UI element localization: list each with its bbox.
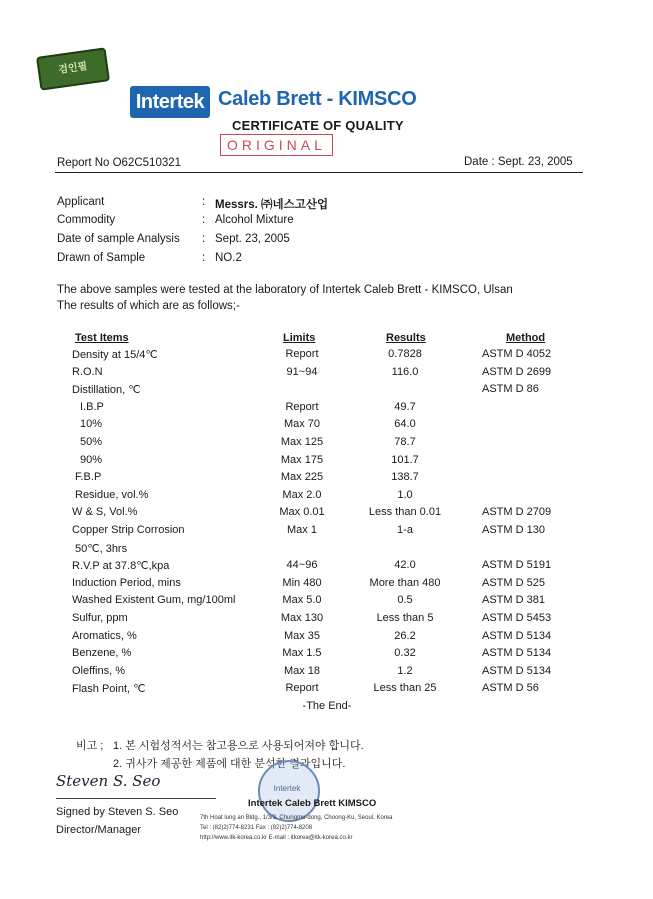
test-item: 50℃, 3hrs	[75, 543, 128, 555]
limit-value: Max 130	[280, 612, 324, 624]
method-value: ASTM D 2709	[482, 506, 552, 518]
method-value: ASTM D 5134	[482, 665, 552, 677]
limit-value: Report	[285, 348, 319, 360]
info-value: NO.2	[215, 252, 242, 264]
header-test-items: Test Items	[75, 332, 129, 344]
intertek-logo: Intertek	[130, 86, 210, 118]
info-colon: :	[202, 233, 206, 245]
limit-value: Max 18	[283, 665, 321, 677]
info-label: Date of sample Analysis	[57, 233, 180, 245]
signature-line	[56, 798, 216, 799]
test-item: R.O.N	[72, 366, 103, 378]
limit-value: Max 125	[280, 436, 324, 448]
limit-value: Report	[285, 401, 319, 413]
test-item: R.V.P at 37.8℃,kpa	[72, 560, 170, 572]
test-item: Aromatics, %	[72, 630, 137, 642]
info-value: Alcohol Mixture	[215, 214, 294, 226]
result-value: 101.7	[391, 454, 419, 466]
test-item: Copper Strip Corrosion	[72, 524, 185, 536]
report-date: Date : Sept. 23, 2005	[464, 156, 573, 168]
limit-value: Max 2.0	[282, 489, 322, 501]
method-value: ASTM D 130	[482, 524, 545, 536]
limit-value: Report	[285, 682, 319, 694]
test-item: Induction Period, mins	[72, 577, 181, 589]
limit-value: Max 70	[283, 418, 321, 430]
info-label: Commodity	[57, 214, 116, 226]
limit-value: Max 0.01	[279, 506, 325, 518]
company-name: Caleb Brett - KIMSCO	[218, 88, 417, 110]
test-item: Benzene, %	[72, 647, 132, 659]
method-value: ASTM D 56	[482, 682, 539, 694]
limit-value: Min 480	[282, 577, 322, 589]
test-item: 50%	[80, 436, 103, 448]
remarks-label: 비고 ;	[76, 740, 104, 752]
header-limits: Limits	[283, 332, 316, 344]
method-value: ASTM D 5191	[482, 559, 552, 571]
method-value: ASTM D 525	[482, 577, 545, 589]
result-value: 42.0	[394, 559, 416, 571]
limit-value: Max 35	[283, 630, 321, 642]
limit-value: Max 5.0	[282, 594, 322, 606]
method-value: ASTM D 4052	[482, 348, 552, 360]
result-value: 116.0	[391, 366, 419, 378]
footer-address: 7th Hoat lung an Bldg., 1/3/3, Chungmu-dong, Choong-Ku, Seoul, Korea	[200, 815, 393, 821]
result-value: 1.2	[397, 665, 413, 677]
header-results: Results	[386, 332, 426, 344]
result-value: 0.32	[394, 647, 416, 659]
info-colon: :	[202, 196, 206, 208]
footer-web: http://www.itk-korea.co.kr E-mail : itkorea@itk-korea.co.kr	[200, 835, 353, 841]
result-value: 1.0	[397, 489, 413, 501]
result-value: 49.7	[394, 401, 416, 413]
info-value: Sept. 23, 2005	[215, 233, 290, 245]
method-value: ASTM D 381	[482, 594, 545, 606]
test-item: W & S, Vol.%	[72, 506, 138, 518]
method-value: ASTM D 2699	[482, 366, 552, 378]
test-item: Density at 15/4℃	[72, 349, 158, 361]
info-colon: :	[202, 214, 206, 226]
info-label: Drawn of Sample	[57, 252, 146, 264]
original-stamp: ORIGINAL	[220, 134, 333, 156]
method-value: ASTM D 5453	[482, 612, 552, 624]
test-item: F.B.P	[75, 471, 102, 483]
stamp-text: Intertek	[273, 784, 301, 793]
test-item: Flash Point, ℃	[72, 683, 146, 695]
signed-by: Signed by Steven S. Seo	[56, 806, 179, 818]
test-item: 90%	[80, 454, 103, 466]
method-value: ASTM D 5134	[482, 630, 552, 642]
result-value: 64.0	[394, 418, 416, 430]
result-value: 0.5	[397, 594, 413, 606]
limit-value: Max 225	[280, 471, 324, 483]
handwritten-signature: Steven S. Seo	[56, 772, 161, 790]
limit-value: 91~94	[286, 366, 318, 378]
signer-title: Director/Manager	[56, 824, 141, 836]
remark-1: 1. 본 시험성적서는 참고용으로 사용되어져야 합니다.	[113, 740, 364, 752]
info-value: Messrs. ㈜네스고산업	[215, 199, 329, 211]
limit-value: 44~96	[286, 559, 318, 571]
test-item: Distillation, ℃	[72, 384, 141, 396]
method-value: ASTM D 5134	[482, 647, 552, 659]
inspection-seal: 검인필	[36, 47, 110, 90]
result-value: 26.2	[394, 630, 416, 642]
footer-company: Intertek Caleb Brett KIMSCO	[248, 798, 377, 809]
info-label: Applicant	[57, 196, 105, 208]
method-value: ASTM D 86	[482, 383, 539, 395]
remark-2: 2. 귀사가 제공한 제품에 대한 분석한 결과입니다.	[113, 758, 346, 770]
test-item: I.B.P	[80, 401, 104, 413]
end-marker: -The End-	[302, 700, 352, 712]
header-divider	[55, 172, 583, 173]
info-colon: :	[202, 252, 206, 264]
test-item: Oleffins, %	[72, 665, 125, 677]
test-item: Residue, vol.%	[75, 489, 149, 501]
test-item: Washed Existent Gum, mg/100ml	[72, 594, 236, 606]
result-value: Less than 0.01	[368, 506, 442, 518]
test-item: 10%	[80, 418, 103, 430]
certificate-title: CERTIFICATE OF QUALITY	[232, 118, 404, 133]
test-item: Sulfur, ppm	[72, 612, 128, 624]
result-value: More than 480	[369, 577, 441, 589]
report-number: Report No O62C510321	[57, 157, 182, 169]
limit-value: Max 1	[287, 524, 317, 536]
limit-value: Max 175	[280, 454, 324, 466]
limit-value: Max 1.5	[282, 647, 322, 659]
result-value: 78.7	[394, 436, 416, 448]
footer-phone: Tel : (82)2)774-8231 Fax : (82)2)774-8208	[200, 825, 313, 831]
result-value: 138.7	[391, 471, 419, 483]
header-method: Method	[506, 332, 546, 344]
result-value: 0.7828	[388, 348, 422, 360]
intro-line-2: The results of which are as follows;-	[57, 300, 240, 312]
result-value: 1-a	[397, 524, 413, 536]
intro-line-1: The above samples were tested at the laboratory of Intertek Caleb Brett - KIMSCO, Ulsan	[57, 284, 513, 296]
result-value: Less than 25	[373, 682, 437, 694]
result-value: Less than 5	[376, 612, 434, 624]
